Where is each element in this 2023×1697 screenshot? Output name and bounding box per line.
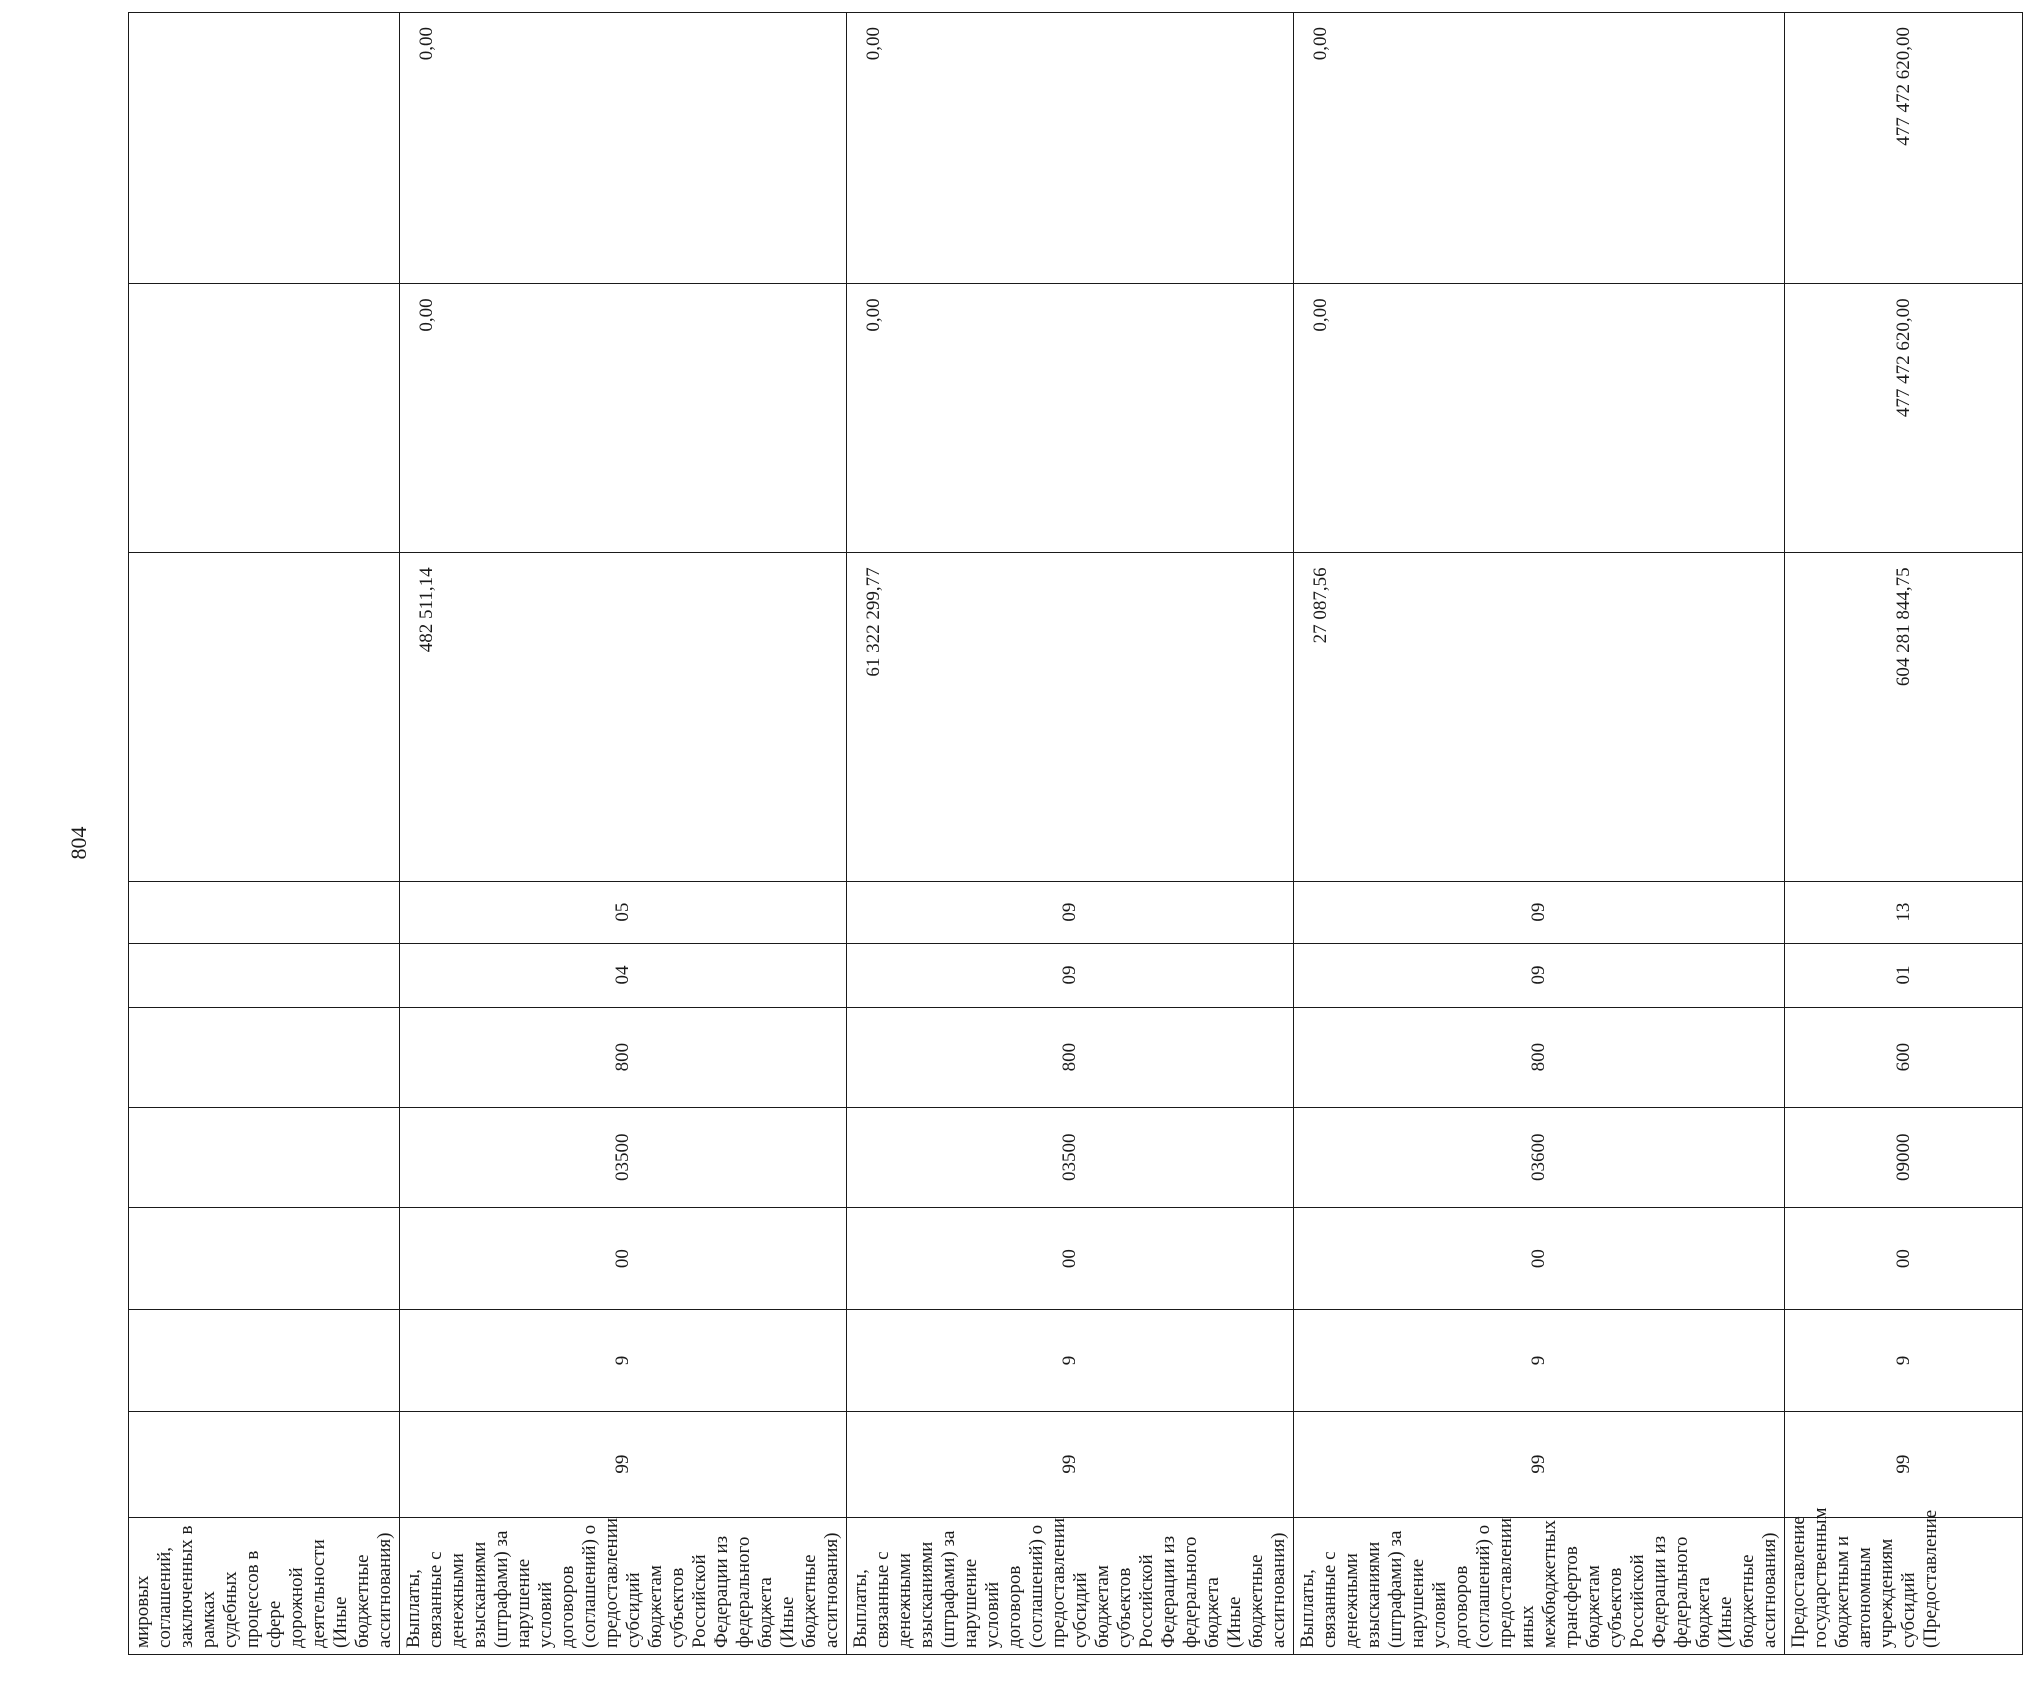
- amount-year-2: [129, 284, 400, 553]
- direction-code: [129, 1107, 400, 1207]
- program-code: 99: [400, 1411, 847, 1517]
- row-description: Предоставление государственным бюджетным и автономным учреждениям субсидий (Предоставление: [1785, 1517, 2023, 1654]
- amount-year-3: 0,00: [1294, 13, 1785, 284]
- amount-year-2: 0,00: [400, 284, 847, 553]
- subsection-code: 09: [1294, 881, 1785, 943]
- subsection-code: 09: [847, 881, 1294, 943]
- expense-type-code: 800: [1294, 1007, 1785, 1107]
- section-code: 09: [847, 943, 1294, 1007]
- section-code: 01: [1785, 943, 2023, 1007]
- direction-code: 03600: [1294, 1107, 1785, 1207]
- expense-type-code: 800: [400, 1007, 847, 1107]
- amount-year-2: 0,00: [847, 284, 1294, 553]
- table-row: [129, 13, 400, 1655]
- amount-year-1: 61 322 299,77: [847, 553, 1294, 881]
- expense-type-code: [129, 1007, 400, 1107]
- amount-year-2: 477 472 620,00: [1785, 284, 2023, 553]
- subsection-code: 13: [1785, 881, 2023, 943]
- subsection-code: 05: [400, 881, 847, 943]
- amount-year-1: [129, 553, 400, 881]
- subprogram-code: 9: [400, 1310, 847, 1411]
- amount-year-1: 604 281 844,75: [1785, 553, 2023, 881]
- row-description: Выплаты, связанные с денежными взысканиями (штрафами) за нарушение условий договоров (соглашений) о предоставлении иных межбюджетных трансфертов бюджетам субъектов Российской Федерации из федерального бюджета (Иные бюджетные ассигнования): [1294, 1517, 1785, 1654]
- section-code: [129, 943, 400, 1007]
- amount-year-3: 0,00: [400, 13, 847, 284]
- amount-year-3: 477 472 620,00: [1785, 13, 2023, 284]
- budget-table: [128, 12, 2023, 1655]
- subprogram-code: 9: [847, 1310, 1294, 1411]
- program-code: [129, 1411, 400, 1517]
- amount-year-3: 0,00: [847, 13, 1294, 284]
- program-code: 99: [1294, 1411, 1785, 1517]
- row-description: Выплаты, связанные с денежными взысканиями (штрафами) за нарушение условий договоров (соглашений) о предоставлении субсидий бюджетам субъектов Российской Федерации из федерального бюджета (Иные бюджетные ассигнования): [400, 1517, 847, 1654]
- event-code: [129, 1207, 400, 1309]
- page-number: 804: [66, 826, 91, 860]
- direction-code: 03500: [847, 1107, 1294, 1207]
- direction-code: 09000: [1785, 1107, 2023, 1207]
- amount-year-1: 27 087,56: [1294, 553, 1785, 881]
- subprogram-code: 9: [1294, 1310, 1785, 1411]
- row-description: мировых соглашений, заключенных в рамках судебных процессов в сфере дорожной деятельности (Иные бюджетные ассигнования): [129, 1517, 400, 1654]
- table-row: [1785, 13, 2023, 1655]
- program-code: 99: [1785, 1411, 2023, 1517]
- event-code: 00: [1294, 1207, 1785, 1309]
- table-row: [400, 13, 847, 1655]
- subprogram-code: [129, 1310, 400, 1411]
- subsection-code: [129, 881, 400, 943]
- table-row: [1294, 13, 1785, 1655]
- amount-year-1: 482 511,14: [400, 553, 847, 881]
- event-code: 00: [1785, 1207, 2023, 1309]
- expense-type-code: 800: [847, 1007, 1294, 1107]
- table-row: [847, 13, 1294, 1655]
- amount-year-3: [129, 13, 400, 284]
- row-description: Выплаты, связанные с денежными взысканиями (штрафами) за нарушение условий договоров (соглашений) о предоставлении субсидий бюджетам субъектов Российской Федерации из федерального бюджета (Иные бюджетные ассигнования): [847, 1517, 1294, 1654]
- direction-code: 03500: [400, 1107, 847, 1207]
- section-code: 04: [400, 943, 847, 1007]
- section-code: 09: [1294, 943, 1785, 1007]
- event-code: 00: [400, 1207, 847, 1309]
- expense-type-code: 600: [1785, 1007, 2023, 1107]
- subprogram-code: 9: [1785, 1310, 2023, 1411]
- amount-year-2: 0,00: [1294, 284, 1785, 553]
- event-code: 00: [847, 1207, 1294, 1309]
- program-code: 99: [847, 1411, 1294, 1517]
